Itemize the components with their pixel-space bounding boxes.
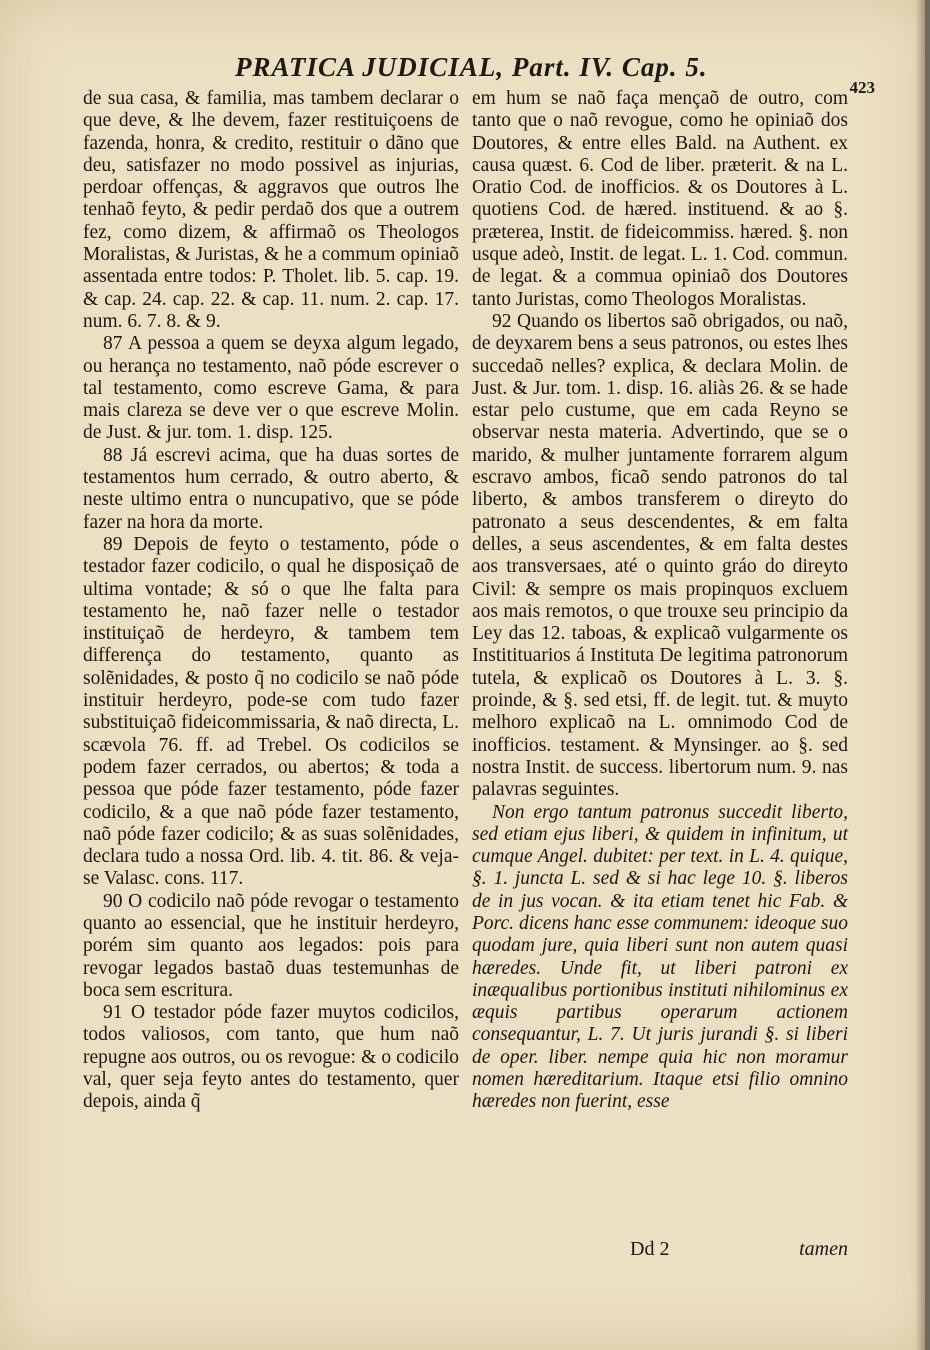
right-column bbox=[472, 88, 848, 1114]
page-footer bbox=[630, 1238, 848, 1261]
paragraph-92: 92 Quando os libertos saõ obrigados, ou naõ, de deyxarem bens a seus patronos, ou estes lhes succedaõ nelles? explica, & declara Molin. de Just. & Jur. tom. 1. disp. 16. aliàs 26. & se hade estar pelo custume, que em cada Reyno se observar nesta materia. Advertindo, que se o marido, & mulher juntamente forrarem algum escravo ambos, ficaõ sendo patronos do tal liberto, & ambos transferem o direyto do patronato a seus descendentes, & em falta delles, a seus ascendentes, & em falta destes aos transversaes, até o quinto gráo do direyto Civil: & sempre os mais propinquos excluem aos mais remotos, o que trouxe seu principio da Ley das 12. taboas, & explicaõ vulgarmente os Institituarios á Instituta De legitima patronorum tutela, & explicaõ os Doutores à L. 3. §. proinde, & §. sed etsi, ff. de legit. tut. & muyto melhoro explicaõ na L. omnimodo Cod de inofficios. testament. & Mynsinger. ao §. sed nostra Instit. de success. libertorum num. 9. nas palavras seguintes. bbox=[472, 310, 848, 801]
page-number: 423 bbox=[849, 78, 875, 97]
paragraph-88: 88 Já escrevi acima, que ha duas sortes de testamentos hum cerrado, & outro aberto, & neste ultimo entra o nuncupativo, que se póde fazer na hora da morte. bbox=[83, 444, 459, 533]
left-column bbox=[83, 88, 459, 1114]
paragraph-90: 90 O codicilo naõ póde revogar o testamento quanto ao essencial, que he instituir herdeyro, porém sim quanto aos legados: pois para revogar legados bastaõ duas testemunhas de boca sem escritura. bbox=[83, 890, 459, 1001]
paragraph-89: 89 Depois de feyto o testamento, póde o testador fazer codicilo, o qual he disposiçaõ de ultima vontade; & só o que lhe falta para testamento he, naõ fazer nelle o testador instituiçaõ de herdeyro, & tambem tem differença do testamento, quanto as solẽnidades, & posto q̃ no codicilo se naõ póde instituir herdeyro, pode-se com tudo fazer substituiçaõ fideicommissaria, & naõ directa, L. scævola 76. ff. ad Trebel. Os codicilos se podem fazer cerrados, ou abertos; & toda a pessoa que póde fazer testamento, póde fazer codicilo, & a que naõ póde fazer testamento, naõ póde fazer codicilo; & as suas solẽnidades, declara tudo a nossa Ord. lib. 4. tit. 86. & veja-se Valasc. cons. 117. bbox=[83, 533, 459, 890]
running-title: PRATICA JUDICIAL, Part. IV. Cap. 5. bbox=[235, 52, 708, 82]
latin-quotation: Non ergo tantum patronus succedit liberto, sed etiam ejus liberi, & quidem in infinitum, ut cumque Angel. dubitet: per text. in L. 4. quique, §. 1. juncta L. sed & si hac lege 10. §. liberos de in jus vocan. & ita etiam tenet hic Fab. & Porc. dicens hanc esse communem: ideoque suo quodam jure, quia liberi sunt non autem quasi hæredes. Unde fit, ut liberi patroni ex inæqualibus portionibus instituti nihilominus ex æquis partibus operarum actionem consequantur, L. 7. Ut juris jurandi §. si liberi de oper. liber. nempe quia hic non moramur nomen hæreditarium. Itaque etsi filio omnino hæredes non fuerint, esse bbox=[472, 801, 848, 1113]
running-header bbox=[235, 52, 875, 97]
paragraph-91: 91 O testador póde fazer muytos codicilos, todos valiosos, com tanto, que hum naõ repugne aos outros, ou os revogue: & o codicilo val, quer seja feyto antes do testamento, quer depois, ainda q̃ bbox=[83, 1002, 459, 1113]
signature-mark: Dd 2 bbox=[630, 1238, 670, 1260]
paragraph-continuation: de sua casa, & familia, mas tambem declarar o que deve, & lhe devem, fazer restituiçoens de fazenda, honra, & credito, restituir o dãno que deu, satisfazer no modo possivel as injurias, perdoar offenças, & aggravos que outros lhe tenhaõ feyto, & pedir perdaõ dos que a outrem fez, como dizem, & affirmaõ os Theologos Moralistas, & Juristas, & he a commum opiniaõ assentada entre todos: P. Tholet. lib. 5. cap. 19. & cap. 24. cap. 22. & cap. 11. num. 2. cap. 17. num. 6. 7. 8. & 9. bbox=[83, 88, 459, 332]
paragraph-87: 87 A pessoa a quem se deyxa algum legado, ou herança no testamento, naõ póde escrever o tal testamento, como escreve Gama, & para mais clareza se deve ver o que escreve Molin. de Just. & jur. tom. 1. disp. 125. bbox=[83, 333, 459, 444]
paragraph-91-continued: em hum se naõ faça mençaõ de outro, com tanto que o naõ revogue, como he opiniaõ dos Doutores, & entre elles Bald. na Authent. ex causa quæst. 6. Cod de liber. præterit. & na L. Oratio Cod. de inofficios. & os Doutores à L. quotiens Cod. de hæred. instituend. & ao §. præterea, Instit. de fideicommiss. hæred. §. non usque adeò, Instit. de legat. L. 1. Cod. commun. de legat. & a commua opiniaõ dos Doutores tanto Juristas, como Theologos Moralistas. bbox=[472, 88, 848, 310]
catchword: tamen bbox=[799, 1238, 848, 1260]
